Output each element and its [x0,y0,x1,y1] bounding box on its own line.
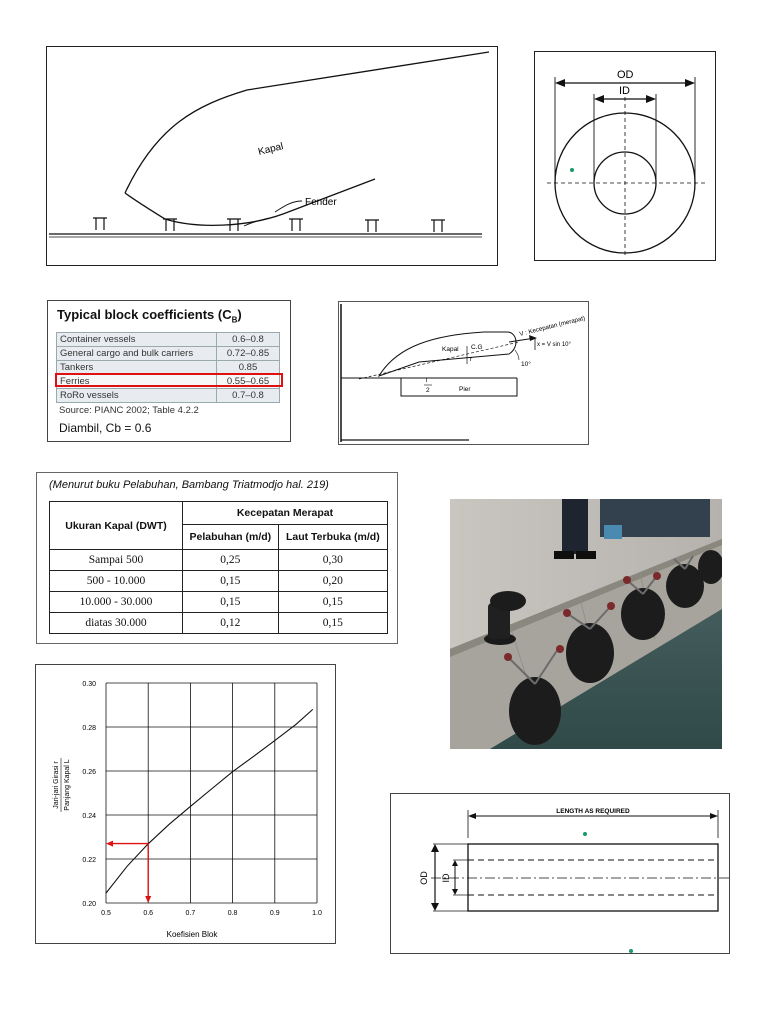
column-header-open-sea: Laut Terbuka (m/d) [278,525,387,550]
marker-arrowhead-down [145,896,151,903]
ferries-highlight-box [55,373,283,387]
column-header-harbour: Pelabuhan (m/d) [183,525,279,550]
table-row: RoRo vessels 0.7–0.8 [57,389,280,403]
marker-arrowhead-left [106,841,113,847]
column-header-berthing-velocity: Kecepatan Merapat [183,502,388,525]
ship-approach-diagram [338,301,589,445]
ship-fender-diagram [46,46,498,266]
table-source: Source: PIANC 2002; Table 4.2.2 [59,405,199,416]
berthing-velocity-table [49,501,388,634]
x-tick-label: 0.5 [101,910,111,917]
fender-photo-illustration [450,499,722,749]
side-view-drawing [391,794,729,953]
x-tick-label: 0.8 [227,910,238,917]
x-tick-label: 0.6 [143,910,154,917]
table-row: Tankers 0.85 [57,361,280,375]
y-axis-label-top: Jari-jari Girasi r [53,761,60,809]
x-tick-label: 0.7 [185,910,196,917]
y-tick-label: 0.28 [82,725,96,732]
cross-section-drawing [535,52,715,260]
fender-side-view-diagram [390,793,730,954]
block-coefficient-title: Typical block coefficients $(C_B)$ [57,307,242,325]
table-row: General cargo and bulk carriers 0.72–0.85 [57,347,280,361]
fender-cross-section-diagram [534,51,716,261]
gyration-chart [36,665,335,943]
block-coefficient-table-panel [47,300,291,442]
table-row-highlighted: Ferries 0.55–0.65 [57,375,280,389]
pier-label: Pier [459,386,471,393]
x-axis-label: Koefisien Blok [166,930,218,939]
fender-photo [450,499,722,749]
block-coefficient-table [56,332,280,403]
velocity-label: V : Kecepatan (merapat) [518,314,586,338]
chosen-cb-note: Diambil, Cb = 0.6 [59,421,152,435]
l-label: l [426,377,428,384]
table-row: 500 - 10.000 0,15 0,20 [50,571,388,592]
gyration-chart-panel [35,664,336,944]
r-label: r [470,356,473,363]
y-tick-label: 0.20 [82,901,96,908]
x-tick-label: 1.0 [312,910,322,917]
half-label: 2 [426,387,430,394]
y-tick-label: 0.24 [82,813,96,820]
id-label: ID [619,85,630,97]
y-tick-label: 0.26 [82,769,96,776]
table-row: Container vessels 0.6–0.8 [57,333,280,347]
y-tick-label: 0.30 [82,681,96,688]
approach-ship-label: Kapal [442,346,459,353]
x-tick-label: 0.9 [269,910,280,917]
ship-fender-drawing [47,47,497,265]
table-caption: (Menurut buku Pelabuhan, Bambang Triatmodjo hal. 219) [49,479,329,491]
y-axis-label-bottom: Panjang Kapal L [64,759,71,811]
table-row: Sampai 500 0,25 0,30 [50,550,388,571]
velocity-component-label: x = V sin 10° [537,342,571,348]
table-row: diatas 30.000 0,12 0,15 [50,613,388,634]
cg-label: C.G [471,344,483,351]
approach-drawing [339,302,588,444]
side-od-label: OD [419,871,429,885]
table-row: 10.000 - 30.000 0,15 0,15 [50,592,388,613]
column-header-ship-size: Ukuran Kapal (DWT) [50,502,183,550]
series-line [106,709,313,893]
angle-label: 10° [521,361,531,368]
length-label: LENGTH AS REQUIRED [556,808,630,815]
y-tick-label: 0.22 [82,857,96,864]
side-id-label: ID [441,873,451,883]
ship-label: Kapal [257,141,285,158]
berthing-velocity-table-panel [36,472,398,644]
od-label: OD [617,69,634,81]
fender-label: Fender [305,197,337,208]
